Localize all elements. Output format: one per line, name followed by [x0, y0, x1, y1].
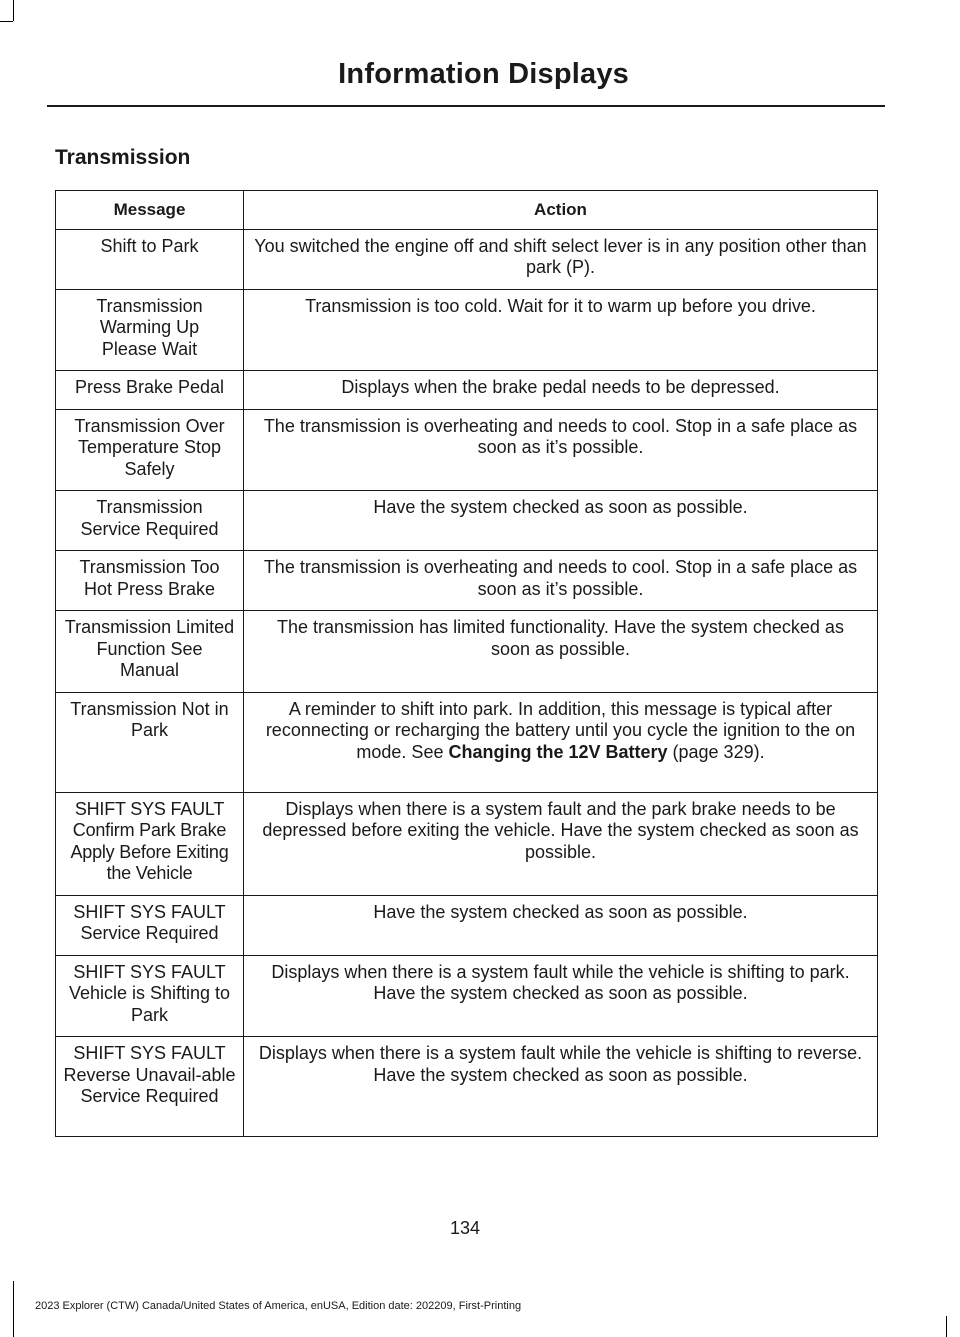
action-cell: Have the system checked as soon as possible.: [244, 491, 878, 551]
table-row: [56, 551, 878, 611]
message-cell: [56, 1037, 244, 1137]
message-cell: Shift to Park: [56, 229, 244, 289]
message-text: Transmission Too Hot Press Brake: [79, 557, 220, 599]
message-text: Transmission Limited Function See Manual: [64, 617, 235, 680]
action-cell: Displays when the brake pedal needs to be depressed.: [244, 371, 878, 410]
action-cell: The transmission is overheating and needs to cool. Stop in a safe place as soon as it’s possible.: [244, 409, 878, 491]
column-header-message: Message: [56, 191, 244, 230]
action-cell: Have the system checked as soon as possible.: [244, 895, 878, 955]
message-cell: [56, 692, 244, 792]
message-cell: [56, 289, 244, 371]
message-cell: Press Brake Pedal: [56, 371, 244, 410]
action-cell: Displays when there is a system fault while the vehicle is shifting to reverse. Have the system checked as soon as possible.: [244, 1037, 878, 1137]
crop-mark-top-left-h: [0, 21, 13, 22]
action-cell: Displays when there is a system fault and the park brake needs to be depressed before exiting the vehicle. Have the system checked as soon as possible.: [244, 792, 878, 895]
message-cell: [56, 491, 244, 551]
crop-mark-top-left-v: [13, 0, 14, 21]
header-divider: [47, 105, 885, 107]
message-cell: SHIFT SYS FAULT Vehicle is Shifting to Park: [56, 955, 244, 1037]
message-cell: SHIFT SYS FAULT Service Required: [56, 895, 244, 955]
table-row: [56, 371, 878, 410]
table-row: [56, 611, 878, 693]
message-text: Transmission Not in Park: [70, 698, 229, 740]
message-text: Transmission Warming Up Please Wait: [96, 295, 203, 359]
action-cell: [244, 611, 878, 693]
section-title: Transmission: [55, 146, 191, 169]
message-text: SHIFT SYS FAULT Reverse Unavail-able Service Required: [63, 1043, 236, 1106]
action-cell: The transmission is overheating and needs to cool. Stop in a safe place as soon as it’s possible.: [244, 551, 878, 611]
crop-mark-bottom-right-v: [946, 1316, 947, 1337]
message-cell: [56, 611, 244, 693]
action-text: (page 329).: [667, 741, 765, 762]
crop-mark-bottom-left-v: [13, 1281, 14, 1337]
message-cell: [56, 551, 244, 611]
table-row: [56, 491, 878, 551]
page-header-title: Information Displays: [338, 58, 629, 90]
table-row: [56, 792, 878, 895]
table-header-row: [56, 191, 878, 230]
action-cell: Transmission is too cold. Wait for it to warm up before you drive.: [244, 289, 878, 371]
table-row: [56, 229, 878, 289]
message-cell: Transmission Over Temperature Stop Safely: [56, 409, 244, 491]
page-number: 134: [449, 1218, 481, 1238]
message-cell: SHIFT SYS FAULT Confirm Park Brake Apply Before Exiting the Vehicle: [56, 792, 244, 895]
cross-reference-link[interactable]: Changing the 12V Battery: [448, 741, 668, 762]
table-row: [56, 289, 878, 371]
footer-edition-text: 2023 Explorer (CTW) Canada/United States of America, enUSA, Edition date: 202209, First-Printing: [35, 1300, 522, 1312]
table-row: [56, 692, 878, 792]
table-row: [56, 955, 878, 1037]
action-cell: You switched the engine off and shift select lever is in any position other than park (P).: [244, 229, 878, 289]
action-cell: Displays when there is a system fault while the vehicle is shifting to park. Have the system checked as soon as possible.: [244, 955, 878, 1037]
message-text: Transmission Service Required: [80, 497, 219, 539]
messages-table: [55, 190, 878, 1137]
column-header-action: Action: [244, 191, 878, 230]
table-row: [56, 409, 878, 491]
action-text: A reminder to shift into park. In addition, this message is typical after reconnecting or recharging the battery until you cycle the ignition to the on mode. See: [265, 698, 856, 762]
table-row: [56, 895, 878, 955]
action-cell: [244, 692, 878, 792]
action-text: The transmission has limited functionality. Have the system checked as soon as possible.: [277, 617, 844, 659]
table-row: [56, 1037, 878, 1137]
